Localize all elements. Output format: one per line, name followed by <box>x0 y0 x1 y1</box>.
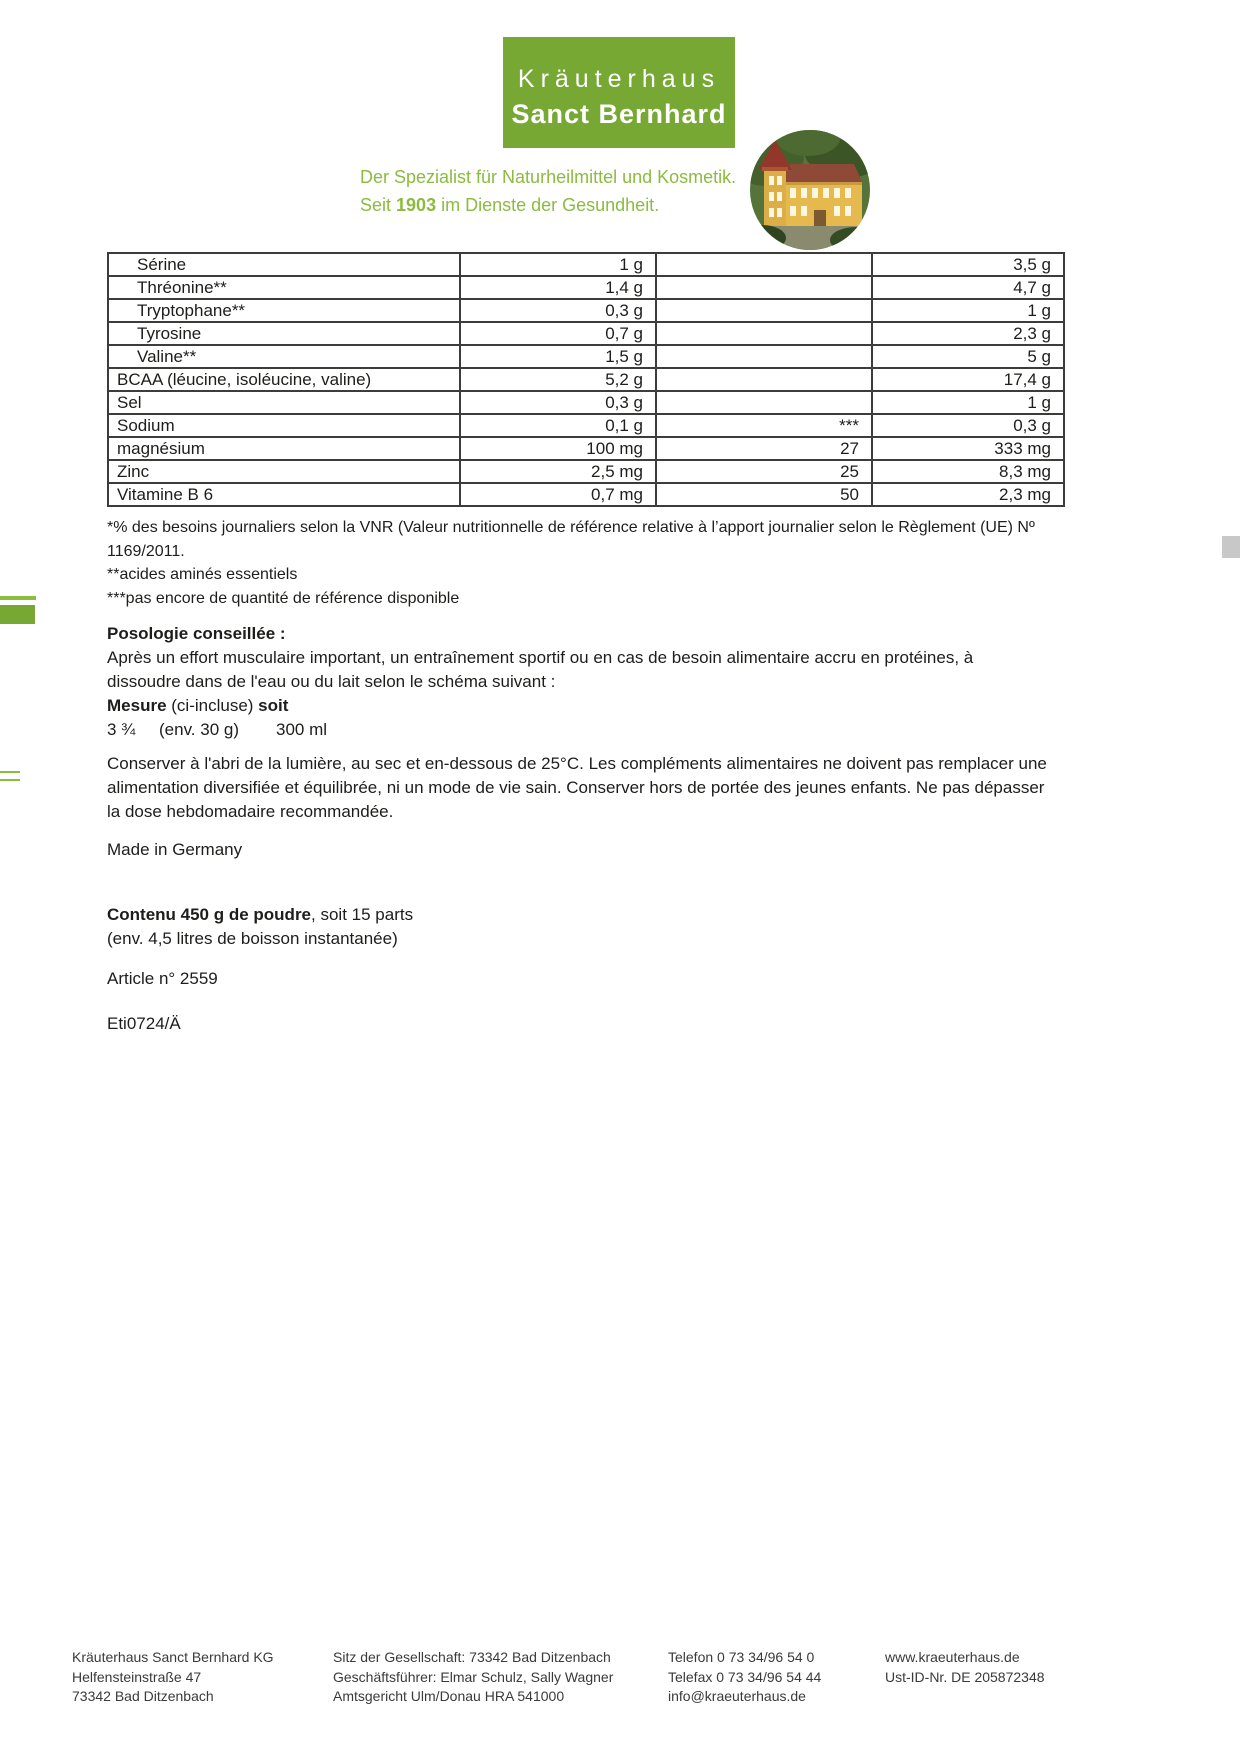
print-mark-green-thin1 <box>0 771 20 773</box>
nutrient-vnr-cell <box>656 391 872 414</box>
table-row <box>108 253 1064 276</box>
made-in-germany: Made in Germany <box>107 840 243 859</box>
scoop-amount: 3 ¾ <box>107 720 136 739</box>
footer-fax: Telefax 0 73 34/96 54 44 <box>668 1668 822 1685</box>
footer-line: Helfensteinstraße 47 <box>72 1668 202 1685</box>
nutrient-portion-cell: 1 g <box>872 299 1064 322</box>
table-row <box>108 483 1064 506</box>
nutrient-vnr-cell: 27 <box>656 437 872 460</box>
tagline-suffix: im Dienste der Gesundheit. <box>436 195 660 215</box>
dosage-line1: Après un effort musculaire important, un entraînement sportif ou en cas de besoin alimentaire accru en protéines, à <box>107 648 974 667</box>
nutrient-name-cell: Zinc <box>108 460 460 483</box>
storage-notice <box>107 752 1047 824</box>
brand-logo-line1: Kräuterhaus <box>517 65 721 93</box>
nutrient-name-cell: magnésium <box>108 437 460 460</box>
footer-line: Kräuterhaus Sanct Bernhard KG <box>72 1649 274 1665</box>
table-row <box>108 299 1064 322</box>
table-row <box>108 391 1064 414</box>
footnote-essential-amino: **acides aminés essentiels <box>107 566 298 583</box>
contents-section <box>107 903 413 951</box>
brand-logo-line2: Sanct Bernhard <box>511 99 727 129</box>
nutrient-amount-cell: 1,4 g <box>460 276 656 299</box>
brand-tagline-line1: Der Spezialist für Naturheilmittel und Kosmetik. <box>360 167 737 187</box>
building-photo-illustration <box>750 130 870 250</box>
footer-line: 73342 Bad Ditzenbach <box>72 1688 214 1704</box>
nutrient-amount-cell: 100 mg <box>460 437 656 460</box>
nutrient-vnr-cell <box>656 299 872 322</box>
nutrient-amount-cell: 0,3 g <box>460 299 656 322</box>
footnote-vnr-line1: *% des besoins journaliers selon la VNR (Valeur nutritionnelle de référence relative à l’apport journalier selon le Règlement (UE) Nº <box>107 519 1035 536</box>
footer-web-tax <box>885 1648 1045 1687</box>
footer-line: Geschäftsführer: Elmar Schulz, Sally Wagner <box>333 1668 614 1685</box>
nutrient-portion-cell: 2,3 g <box>872 322 1064 345</box>
dosage-section <box>107 622 973 742</box>
footnote-vnr-line2: 1169/2011. <box>107 542 185 560</box>
nutrient-vnr-cell: 50 <box>656 483 872 506</box>
nutrient-vnr-cell <box>656 276 872 299</box>
nutrient-amount-cell: 0,7 g <box>460 322 656 345</box>
nutrient-portion-cell: 5 g <box>872 345 1064 368</box>
print-mark-green-line <box>0 596 36 600</box>
nutrient-vnr-cell <box>656 322 872 345</box>
article-number: Article n° 2559 <box>107 969 218 988</box>
nutrition-table <box>107 252 1065 507</box>
nutrient-amount-cell: 0,7 mg <box>460 483 656 506</box>
print-mark-green-rect <box>0 605 35 624</box>
nutrient-portion-cell: 17,4 g <box>872 368 1064 391</box>
nutrient-amount-cell: 5,2 g <box>460 368 656 391</box>
dosage-scoop-line <box>107 718 973 742</box>
brand-tagline-line2 <box>360 191 736 219</box>
table-row <box>108 276 1064 299</box>
footer-vat-id: Ust-ID-Nr. DE 205872348 <box>885 1668 1045 1685</box>
measure-note: (ci-incluse) <box>166 696 259 715</box>
footer-phone: Telefon 0 73 34/96 54 0 <box>668 1649 815 1665</box>
table-row <box>108 437 1064 460</box>
nutrient-amount-cell: 0,1 g <box>460 414 656 437</box>
nutrient-name-cell: Thréonine** <box>108 276 460 299</box>
footer-company-address <box>72 1648 274 1707</box>
table-row <box>108 322 1064 345</box>
brand-tagline <box>360 163 736 219</box>
storage-line1: Conserver à l'abri de la lumière, au sec et en-dessous de 25°C. Les compléments alimentaires ne doivent pas remplacer une <box>107 754 1047 773</box>
nutrient-name-cell: Tryptophane** <box>108 299 460 322</box>
table-row <box>108 368 1064 391</box>
measure-word: Mesure <box>107 696 167 715</box>
dosage-heading: Posologie conseillée : <box>107 624 286 643</box>
tagline-year: 1903 <box>396 195 437 215</box>
measure-soit: soit <box>258 696 289 715</box>
nutrient-portion-cell: 8,3 mg <box>872 460 1064 483</box>
contents-line1 <box>107 903 413 927</box>
print-mark-gray-rect <box>1222 536 1240 558</box>
footer-contact <box>668 1648 821 1707</box>
footnote-no-reference: ***pas encore de quantité de référence disponible <box>107 589 460 607</box>
nutrient-name-cell: Sodium <box>108 414 460 437</box>
footer-line: Amtsgericht Ulm/Donau HRA 541000 <box>333 1688 565 1704</box>
nutrient-portion-cell: 333 mg <box>872 437 1064 460</box>
contents-bold: Contenu 450 g de poudre <box>107 905 312 924</box>
nutrient-amount-cell: 2,5 mg <box>460 460 656 483</box>
print-mark-green-thin2 <box>0 779 20 781</box>
footer-legal-info <box>333 1648 613 1707</box>
table-row <box>108 460 1064 483</box>
nutrient-name-cell: Sérine <box>108 253 460 276</box>
storage-line2: alimentation diversifiée et équilibrée, ni un mode de vie sain. Conserver hors de portée des jeunes enfants. Ne pas dépasser <box>107 778 1045 797</box>
dosage-line2: dissoudre dans de l'eau ou du lait selon le schéma suivant : <box>107 672 556 691</box>
nutrient-vnr-cell: *** <box>656 414 872 437</box>
footer-line: Sitz der Gesellschaft: 73342 Bad Ditzenbach <box>333 1649 611 1665</box>
nutrient-vnr-cell: 25 <box>656 460 872 483</box>
nutrient-portion-cell: 0,3 g <box>872 414 1064 437</box>
nutrient-portion-cell: 4,7 g <box>872 276 1064 299</box>
nutrient-vnr-cell <box>656 253 872 276</box>
table-footnotes <box>107 516 1035 610</box>
nutrient-portion-cell: 3,5 g <box>872 253 1064 276</box>
nutrient-amount-cell: 0,3 g <box>460 391 656 414</box>
table-row <box>108 414 1064 437</box>
nutrient-name-cell: Valine** <box>108 345 460 368</box>
nutrient-amount-cell: 1 g <box>460 253 656 276</box>
brand-logo <box>503 37 735 148</box>
dosage-measure-line <box>107 694 973 718</box>
footer-website: www.kraeuterhaus.de <box>885 1649 1020 1665</box>
nutrient-name-cell: BCAA (léucine, isoléucine, valine) <box>108 368 460 391</box>
nutrient-vnr-cell <box>656 345 872 368</box>
scoop-volume: 300 ml <box>276 720 328 739</box>
nutrient-portion-cell: 2,3 mg <box>872 483 1064 506</box>
nutrient-name-cell: Tyrosine <box>108 322 460 345</box>
contents-rest: , soit 15 parts <box>311 905 414 924</box>
building-photo <box>750 130 870 250</box>
label-code: Eti0724/Ä <box>107 1014 181 1033</box>
nutrient-name-cell: Sel <box>108 391 460 414</box>
contents-line2: (env. 4,5 litres de boisson instantanée) <box>107 929 398 948</box>
nutrient-name-cell: Vitamine B 6 <box>108 483 460 506</box>
scoop-weight: (env. 30 g) <box>159 720 240 739</box>
table-row <box>108 345 1064 368</box>
nutrient-portion-cell: 1 g <box>872 391 1064 414</box>
tagline-prefix: Seit <box>360 195 397 215</box>
nutrient-amount-cell: 1,5 g <box>460 345 656 368</box>
footer-email: info@kraeuterhaus.de <box>668 1688 806 1704</box>
nutrient-vnr-cell <box>656 368 872 391</box>
storage-line3: la dose hebdomadaire recommandée. <box>107 802 394 821</box>
